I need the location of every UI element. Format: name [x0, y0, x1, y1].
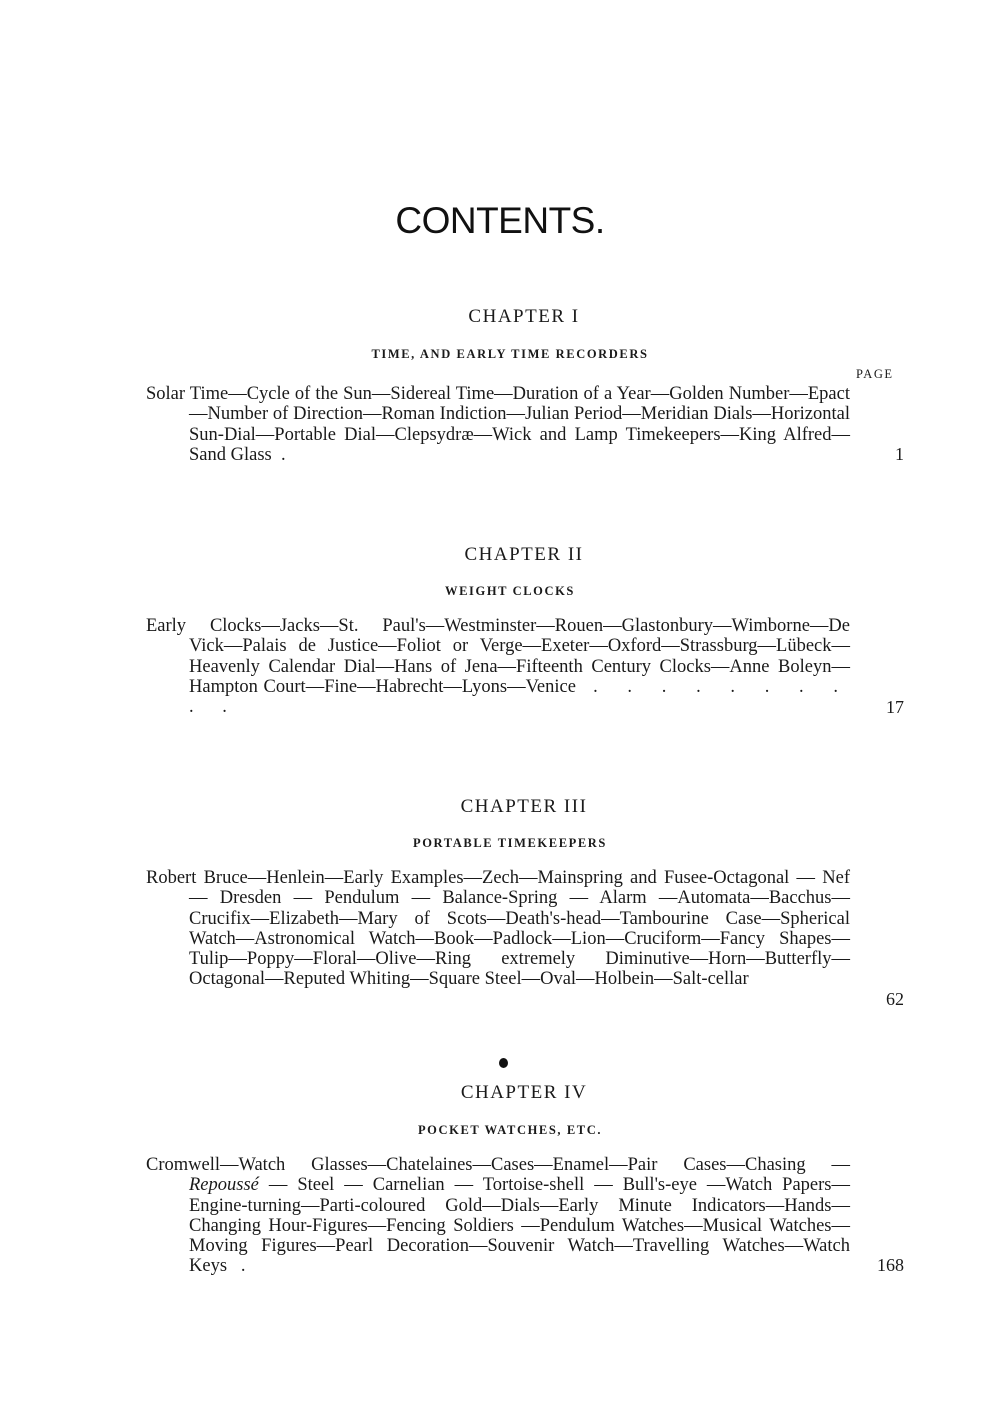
chapter-2-heading: CHAPTER II	[464, 544, 584, 565]
ornament-dot	[499, 1058, 508, 1068]
chapter-3-heading: CHAPTER III	[460, 796, 588, 817]
chapter-1-subtitle: TIME, AND EARLY TIME RECORDERS	[371, 347, 649, 361]
chapter-1-page-number: 1	[895, 444, 904, 464]
chapter-4-topics-end: — Steel — Carnelian — Tortoise-shell — Bull's-eye —Watch Papers—Engine-turning—Parti-coloured Gold—Dials—Early Minute Indicators—Hands—Changing Hour-Figures—Fencing Soldiers —Pendulum Watches—Musical Watches—Moving Figures—Pearl Decoration—Souvenir Watch—Travelling Watches—Watch Keys	[189, 1175, 850, 1277]
chapter-4-entry	[146, 1155, 850, 1277]
chapter-4-topics-start: Cromwell—Watch Glasses—Chatelaines—Cases—Enamel—Pair Cases—Chasing —	[146, 1155, 850, 1175]
chapter-2-topics: Early Clocks—Jacks—St. Paul's—Westminster—Rouen—Glastonbury—Wimborne—De Vick—Palais de Justice—Foliot or Verge—Exeter—Oxford—Strassburg—Lübeck—Heavenly Calendar Dial—Hans of Jena—Fifteenth Century Clocks—Anne Boleyn—Hampton Court—Fine—Habrecht—Lyons—Venice	[146, 616, 850, 697]
chapter-4-heading: CHAPTER IV	[460, 1082, 588, 1103]
chapter-1-heading: CHAPTER I	[468, 306, 580, 327]
chapter-3-entry	[146, 868, 850, 990]
chapter-1-entry	[146, 384, 850, 465]
chapter-4-italic-term: Repoussé	[189, 1175, 259, 1196]
chapter-4-subtitle: POCKET WATCHES, ETC.	[417, 1123, 603, 1137]
chapter-2-entry	[146, 616, 850, 717]
chapter-3-topics: Robert Bruce—Henlein—Early Examples—Zech—Mainspring and Fusee-Octagonal — Nef — Dresden — Pendulum — Balance-Spring — Alarm —Automata—Bacchus—Crucifix—Elizabeth—Mary of Scots—Death's-head—Tambourine Case—Spherical Watch—Astronomical Watch—Book—Padlock—Lion—Cruciform—Fancy Shapes—Tulip—Poppy—Floral—Olive—Ring extremely Diminutive—Horn—Butterfly—Octagonal—Reputed Whiting—Square Steel—Oval—Holbein—Salt-cellar	[146, 868, 850, 990]
chapter-2-subtitle: WEIGHT CLOCKS	[445, 584, 575, 598]
chapter-3-page-number: 62	[886, 989, 904, 1009]
chapter-1-leader: .	[281, 444, 286, 465]
chapter-4-leader: .	[240, 1256, 246, 1277]
chapter-2-page-number: 17	[886, 697, 904, 717]
chapter-3-subtitle: PORTABLE TIMEKEEPERS	[413, 836, 607, 850]
chapter-1-topics: Solar Time—Cycle of the Sun—Sidereal Time—Duration of a Year—Golden Number—Epact—Number of Direction—Roman Indiction—Julian Period—Meridian Dials—Horizontal Sun-Dial—Portable Dial—Clepsydræ—Wick and Lamp Timekeepers—King Alfred—Sand Glass	[146, 384, 850, 465]
page-column-label: PAGE	[856, 367, 894, 381]
chapter-4-page-number: 168	[877, 1255, 904, 1275]
page-title: CONTENTS.	[395, 200, 605, 241]
chapter-2-leader: . . . . . . . . . .	[189, 676, 851, 718]
